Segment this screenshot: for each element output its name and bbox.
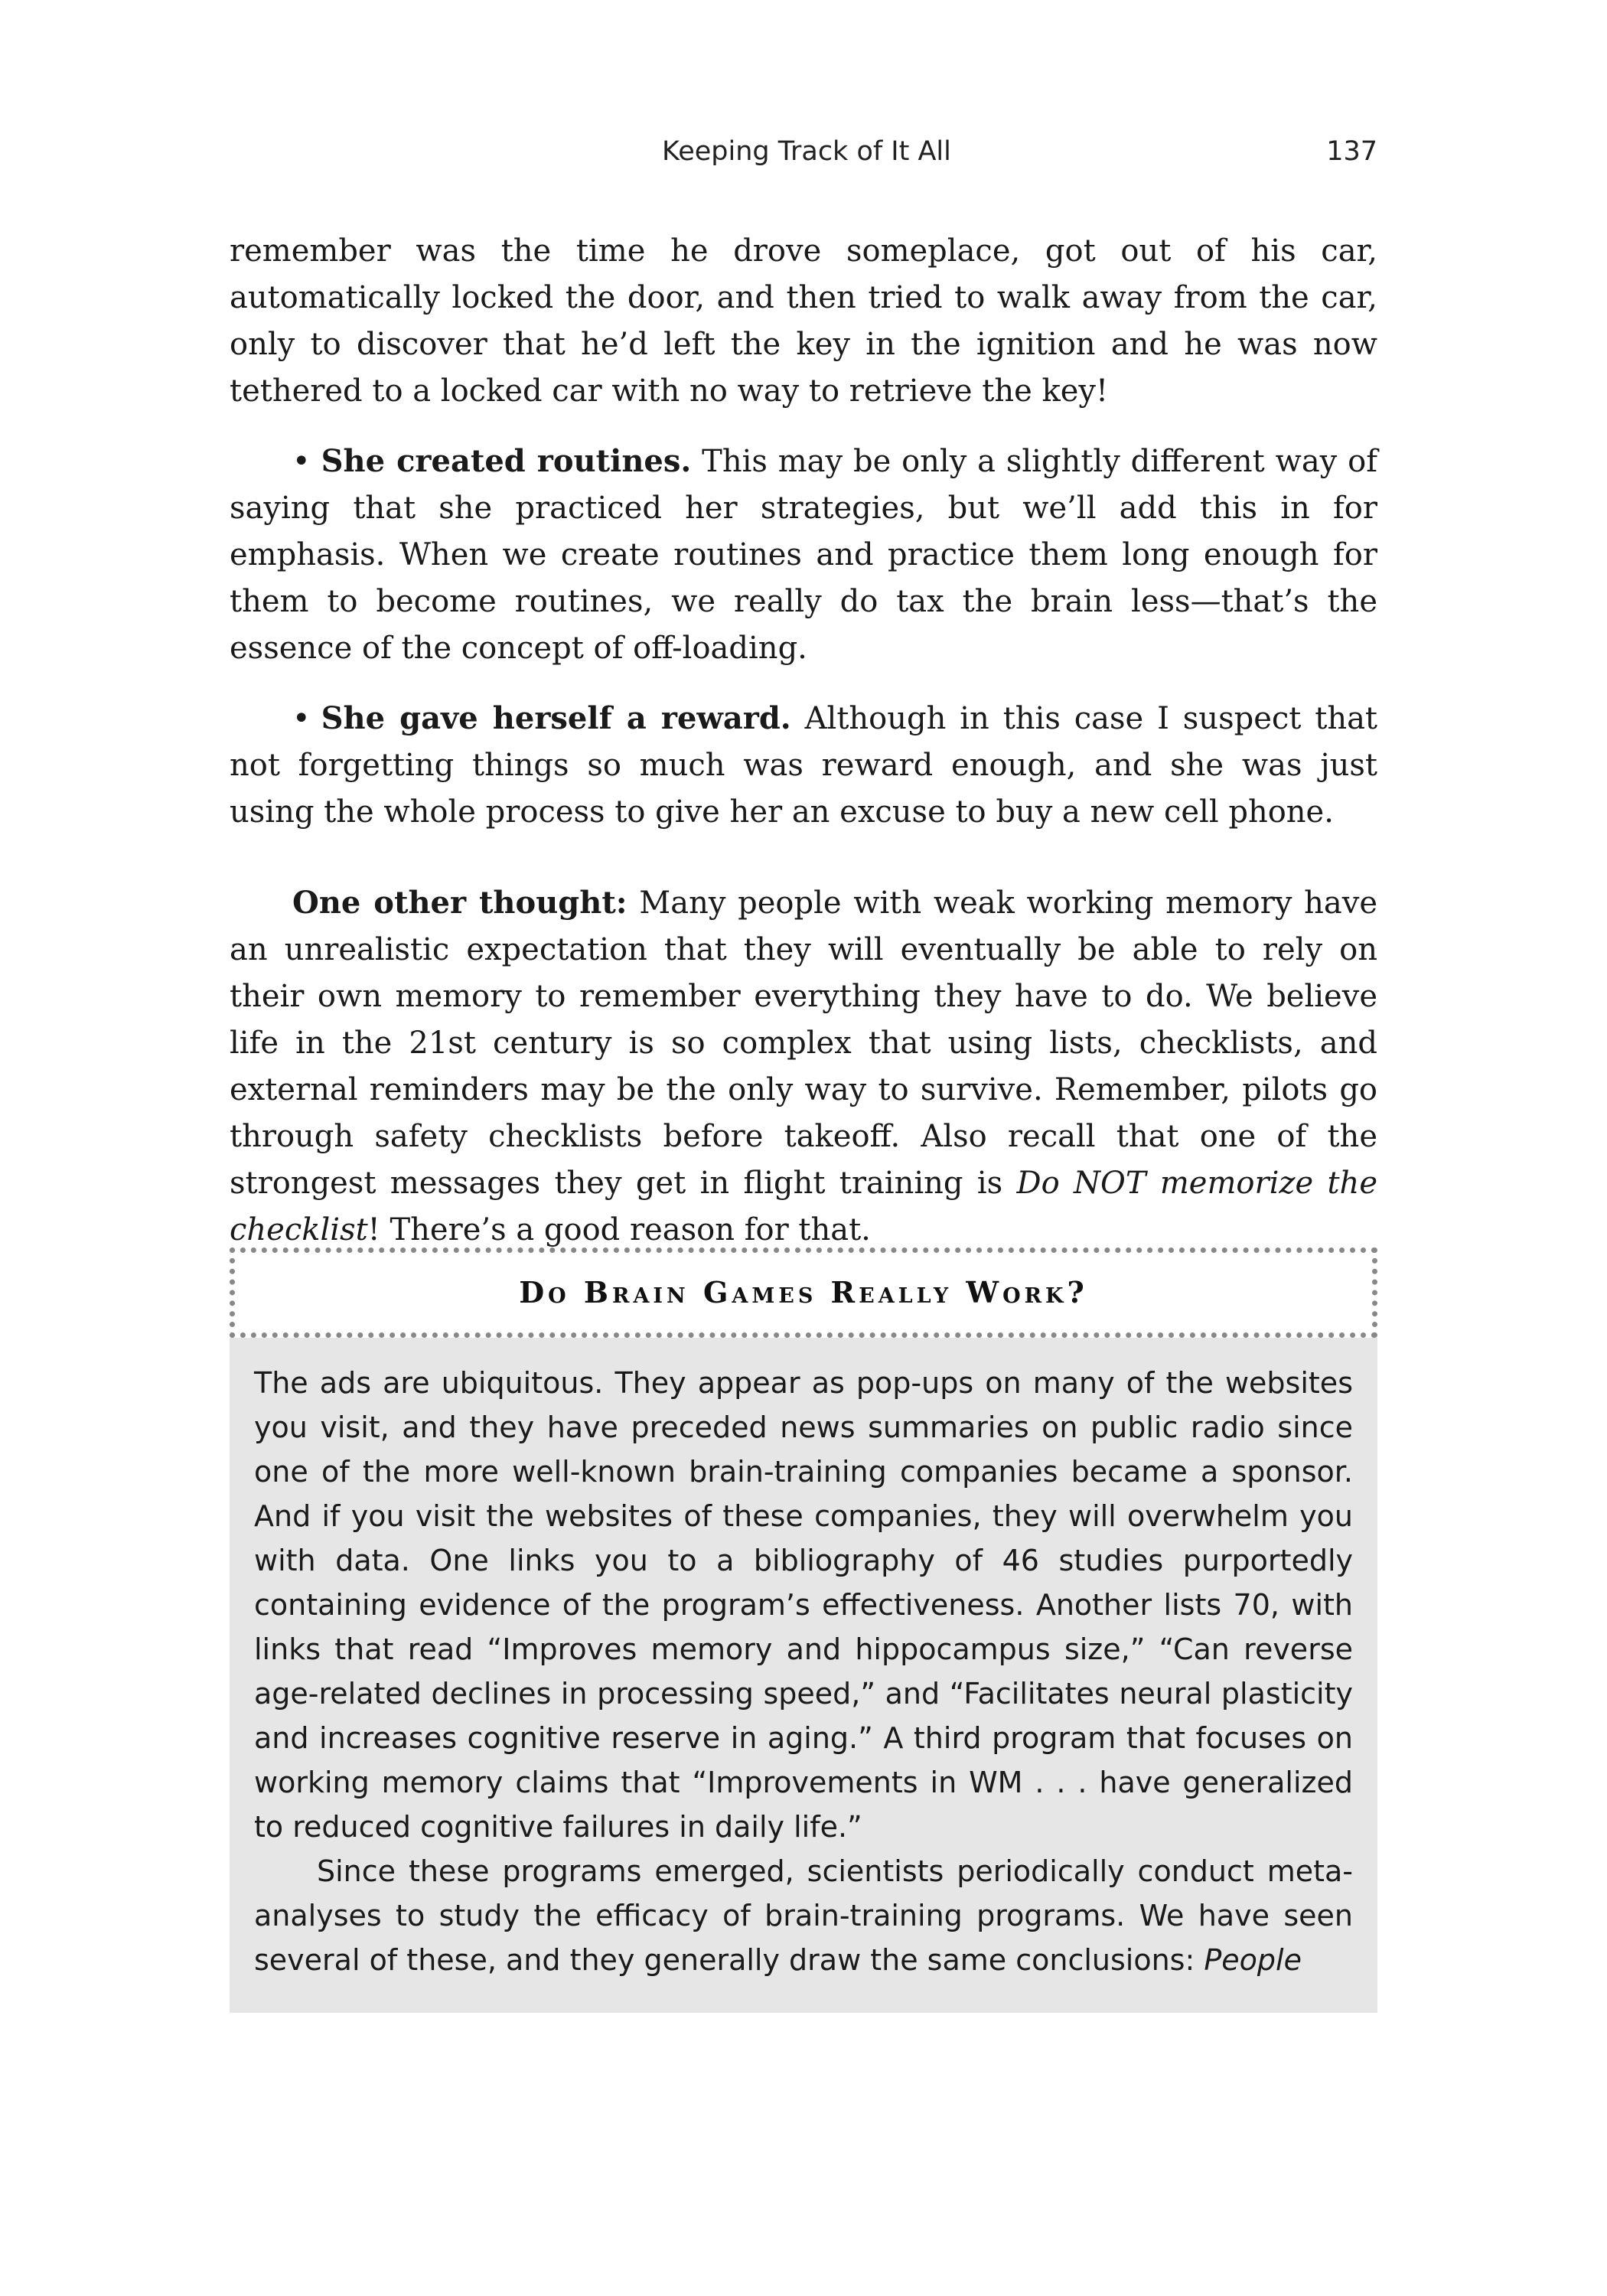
- bullet-item-reward: [230, 695, 1377, 836]
- body-text: [230, 228, 1377, 1254]
- bullet-dot-icon: •: [292, 444, 311, 479]
- page-number: 137: [1326, 136, 1377, 167]
- other-thought-text: Many people with weak working memory have an unrealistic expectation that they will eventually be able to rely on their own memory to remember everything they have to do. We believe life in the 21st century is so complex that using lists, checklists, and external reminders may be the only way to survive. Remember, pilots go through safety checklists before takeoff. Also recall that one of the strongest messages they get in flight training is: [230, 885, 1377, 1201]
- running-head-title: Keeping Track of It All: [662, 136, 951, 167]
- sidebar-box: [230, 1247, 1377, 2013]
- sidebar-title: Do Brain Games Really Work?: [230, 1247, 1377, 1338]
- sidebar-paragraph-2-italic: People: [1204, 1943, 1302, 1977]
- sidebar-paragraph-2: [254, 1849, 1353, 1982]
- running-head: [230, 136, 1377, 174]
- paragraph-other-thought: [230, 879, 1377, 1254]
- sidebar-paragraph-1: The ads are ubiquitous. They appear as pop-ups on many of the websites you visit, and they have preceded news summaries on public radio since one of the more well-known brain-training companies became a sponsor. And if you visit the websites of these companies, they will overwhelm you with data. One links you to a bibliography of 46 studies purportedly containing evidence of the program’s effectiveness. Another lists 70, with links that read “Improves memory and hippocampus size,” “Can reverse age-related declines in processing speed,” and “Facilitates neural plasticity and increases cognitive reserve in aging.” A third program that focuses on working memory claims that “Improvements in WM . . . have generalized to reduced cognitive failures in daily life.”: [254, 1366, 1353, 1844]
- other-thought-italic: Do NOT memorize the checklist: [230, 1166, 1377, 1247]
- bullet-lead-reward: She gave herself a reward.: [321, 700, 791, 736]
- other-thought-lead: One other thought:: [292, 885, 627, 921]
- bullet-text-reward: Although in this case I suspect that not forgetting things so much was reward enough, and she was just using the whole process to give her an excuse to buy a new cell phone.: [230, 701, 1378, 830]
- bullet-text-routines: This may be only a slightly different way of saying that she practiced her strategies, but we’ll add this in for emphasis. When we create routines and practice them long enough for them to become routines, we really do tax the brain less—that’s the essence of the concept of off-loading.: [230, 444, 1377, 666]
- other-thought-end: ! There’s a good reason for that.: [367, 1212, 871, 1247]
- bullet-item-routines: [230, 438, 1377, 672]
- sidebar-body: [230, 1338, 1377, 2013]
- sidebar-paragraph-2-text: Since these programs emerged, scientists periodically conduct meta-analyses to study the efficacy of brain-training programs. We have seen several of these, and they generally draw the same conclusions:: [254, 1854, 1353, 1977]
- bullet-lead-routines: She created routines.: [321, 443, 692, 479]
- bullet-dot-icon: •: [292, 701, 311, 736]
- paragraph-continuation: remember was the time he drove someplace, got out of his car, automatically locked the door, and then tried to walk away from the car, only to discover that he’d left the key in the ignition and he was now tethered to a locked car with no way to retrieve the key!: [230, 233, 1377, 409]
